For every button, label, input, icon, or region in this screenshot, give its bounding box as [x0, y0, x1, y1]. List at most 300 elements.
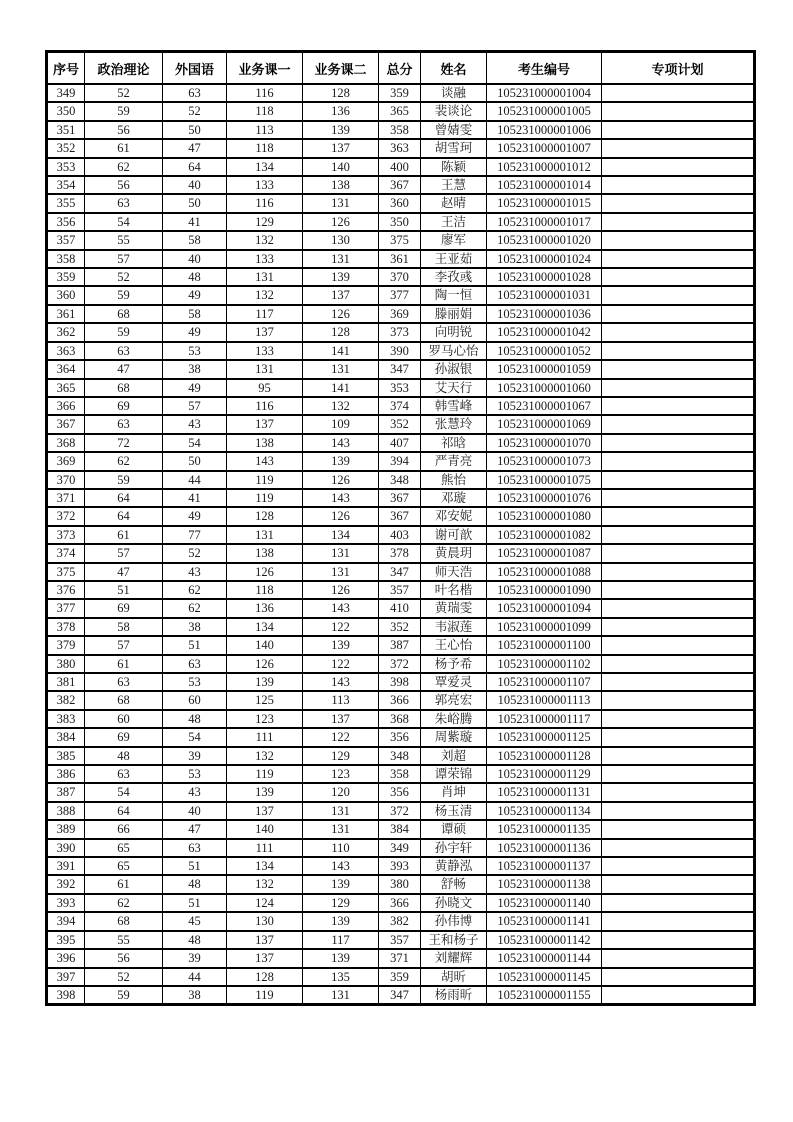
cell-candidate-id: 105231000001075 — [487, 471, 602, 489]
cell-politics-theory: 55 — [85, 931, 163, 949]
cell-course-1: 130 — [227, 912, 303, 930]
cell-name: 张慧玲 — [421, 415, 487, 433]
cell-serial: 364 — [47, 360, 85, 378]
cell-total-score: 374 — [379, 397, 421, 415]
cell-course-2: 129 — [303, 894, 379, 912]
cell-course-1: 132 — [227, 231, 303, 249]
cell-special-plan — [602, 544, 755, 562]
cell-foreign-language: 40 — [163, 176, 227, 194]
cell-special-plan — [602, 912, 755, 930]
cell-candidate-id: 105231000001017 — [487, 213, 602, 231]
cell-course-2: 131 — [303, 820, 379, 838]
column-header-course-1: 业务课一 — [227, 52, 303, 85]
table-row — [47, 563, 755, 581]
cell-name: 王慧 — [421, 176, 487, 194]
table-row — [47, 894, 755, 912]
cell-course-2: 134 — [303, 526, 379, 544]
cell-politics-theory: 52 — [85, 268, 163, 286]
cell-special-plan — [602, 286, 755, 304]
cell-total-score: 390 — [379, 342, 421, 360]
cell-foreign-language: 58 — [163, 305, 227, 323]
cell-candidate-id: 105231000001080 — [487, 507, 602, 525]
cell-name: 孙淑银 — [421, 360, 487, 378]
cell-name: 邓安妮 — [421, 507, 487, 525]
cell-special-plan — [602, 968, 755, 986]
cell-name: 王和杨子 — [421, 931, 487, 949]
cell-course-1: 128 — [227, 507, 303, 525]
cell-politics-theory: 48 — [85, 747, 163, 765]
cell-course-1: 119 — [227, 471, 303, 489]
table-row — [47, 250, 755, 268]
cell-serial: 357 — [47, 231, 85, 249]
cell-name: 朱峪腾 — [421, 710, 487, 728]
cell-foreign-language: 48 — [163, 268, 227, 286]
cell-total-score: 370 — [379, 268, 421, 286]
cell-foreign-language: 52 — [163, 102, 227, 120]
cell-serial: 387 — [47, 783, 85, 801]
cell-candidate-id: 105231000001117 — [487, 710, 602, 728]
cell-serial: 351 — [47, 121, 85, 139]
cell-course-2: 126 — [303, 581, 379, 599]
cell-course-2: 128 — [303, 323, 379, 341]
cell-foreign-language: 54 — [163, 434, 227, 452]
cell-total-score: 359 — [379, 84, 421, 102]
table-header-row — [47, 52, 755, 85]
table-row — [47, 839, 755, 857]
cell-total-score: 352 — [379, 415, 421, 433]
cell-serial: 380 — [47, 655, 85, 673]
cell-name: 舒畅 — [421, 875, 487, 893]
table-row — [47, 434, 755, 452]
cell-serial: 373 — [47, 526, 85, 544]
cell-foreign-language: 53 — [163, 765, 227, 783]
table-row — [47, 949, 755, 967]
cell-total-score: 349 — [379, 839, 421, 857]
cell-name: 杨予希 — [421, 655, 487, 673]
cell-total-score: 347 — [379, 986, 421, 1005]
cell-course-2: 131 — [303, 802, 379, 820]
cell-serial: 388 — [47, 802, 85, 820]
cell-course-2: 131 — [303, 986, 379, 1005]
table-row — [47, 710, 755, 728]
table-row — [47, 581, 755, 599]
cell-total-score: 407 — [379, 434, 421, 452]
cell-candidate-id: 105231000001007 — [487, 139, 602, 157]
cell-politics-theory: 57 — [85, 544, 163, 562]
cell-total-score: 347 — [379, 563, 421, 581]
cell-candidate-id: 105231000001129 — [487, 765, 602, 783]
cell-special-plan — [602, 379, 755, 397]
cell-candidate-id: 105231000001107 — [487, 673, 602, 691]
table-row — [47, 875, 755, 893]
cell-name: 向明锐 — [421, 323, 487, 341]
column-header-serial: 序号 — [47, 52, 85, 85]
cell-name: 曾婧雯 — [421, 121, 487, 139]
cell-serial: 368 — [47, 434, 85, 452]
cell-serial: 391 — [47, 857, 85, 875]
cell-total-score: 366 — [379, 691, 421, 709]
cell-politics-theory: 64 — [85, 802, 163, 820]
cell-candidate-id: 105231000001137 — [487, 857, 602, 875]
cell-course-2: 126 — [303, 471, 379, 489]
cell-politics-theory: 63 — [85, 765, 163, 783]
cell-total-score: 398 — [379, 673, 421, 691]
cell-candidate-id: 105231000001094 — [487, 599, 602, 617]
cell-foreign-language: 49 — [163, 379, 227, 397]
cell-candidate-id: 105231000001006 — [487, 121, 602, 139]
cell-course-1: 128 — [227, 968, 303, 986]
cell-candidate-id: 105231000001012 — [487, 158, 602, 176]
cell-serial: 350 — [47, 102, 85, 120]
cell-course-2: 139 — [303, 949, 379, 967]
cell-special-plan — [602, 599, 755, 617]
cell-course-1: 131 — [227, 360, 303, 378]
cell-total-score: 403 — [379, 526, 421, 544]
table-row — [47, 820, 755, 838]
cell-candidate-id: 105231000001142 — [487, 931, 602, 949]
cell-course-2: 137 — [303, 139, 379, 157]
cell-politics-theory: 68 — [85, 379, 163, 397]
cell-special-plan — [602, 636, 755, 654]
cell-candidate-id: 105231000001005 — [487, 102, 602, 120]
cell-course-1: 116 — [227, 84, 303, 102]
cell-course-2: 139 — [303, 875, 379, 893]
cell-name: 刘耀辉 — [421, 949, 487, 967]
cell-course-1: 137 — [227, 802, 303, 820]
cell-politics-theory: 72 — [85, 434, 163, 452]
cell-course-2: 113 — [303, 691, 379, 709]
cell-total-score: 347 — [379, 360, 421, 378]
cell-foreign-language: 41 — [163, 213, 227, 231]
cell-name: 廖军 — [421, 231, 487, 249]
cell-special-plan — [602, 84, 755, 102]
cell-special-plan — [602, 618, 755, 636]
cell-politics-theory: 59 — [85, 986, 163, 1005]
cell-course-1: 133 — [227, 342, 303, 360]
cell-politics-theory: 52 — [85, 84, 163, 102]
cell-name: 罗马心怡 — [421, 342, 487, 360]
cell-total-score: 375 — [379, 231, 421, 249]
cell-foreign-language: 54 — [163, 728, 227, 746]
cell-course-2: 143 — [303, 489, 379, 507]
cell-course-2: 131 — [303, 250, 379, 268]
cell-special-plan — [602, 507, 755, 525]
cell-serial: 366 — [47, 397, 85, 415]
cell-serial: 375 — [47, 563, 85, 581]
cell-politics-theory: 62 — [85, 894, 163, 912]
table-body — [47, 84, 755, 1005]
cell-name: 覃爱灵 — [421, 673, 487, 691]
cell-foreign-language: 48 — [163, 710, 227, 728]
cell-foreign-language: 52 — [163, 544, 227, 562]
cell-candidate-id: 105231000001135 — [487, 820, 602, 838]
cell-special-plan — [602, 802, 755, 820]
cell-serial: 359 — [47, 268, 85, 286]
cell-course-1: 137 — [227, 415, 303, 433]
cell-name: 韦淑莲 — [421, 618, 487, 636]
cell-course-1: 118 — [227, 102, 303, 120]
cell-name: 肖坤 — [421, 783, 487, 801]
cell-course-1: 116 — [227, 194, 303, 212]
table-row — [47, 323, 755, 341]
cell-politics-theory: 47 — [85, 360, 163, 378]
cell-candidate-id: 105231000001070 — [487, 434, 602, 452]
cell-name: 邓璇 — [421, 489, 487, 507]
cell-course-2: 109 — [303, 415, 379, 433]
cell-total-score: 361 — [379, 250, 421, 268]
cell-name: 陶一恒 — [421, 286, 487, 304]
cell-course-1: 118 — [227, 581, 303, 599]
cell-course-2: 126 — [303, 213, 379, 231]
cell-politics-theory: 63 — [85, 415, 163, 433]
cell-special-plan — [602, 452, 755, 470]
cell-course-1: 123 — [227, 710, 303, 728]
cell-serial: 382 — [47, 691, 85, 709]
cell-politics-theory: 64 — [85, 489, 163, 507]
cell-politics-theory: 65 — [85, 857, 163, 875]
cell-special-plan — [602, 691, 755, 709]
cell-course-2: 143 — [303, 857, 379, 875]
table-row — [47, 176, 755, 194]
cell-course-2: 117 — [303, 931, 379, 949]
cell-serial: 361 — [47, 305, 85, 323]
cell-name: 孙伟博 — [421, 912, 487, 930]
cell-foreign-language: 38 — [163, 986, 227, 1005]
cell-politics-theory: 63 — [85, 342, 163, 360]
cell-total-score: 356 — [379, 783, 421, 801]
cell-total-score: 394 — [379, 452, 421, 470]
cell-course-2: 131 — [303, 194, 379, 212]
cell-special-plan — [602, 820, 755, 838]
cell-politics-theory: 55 — [85, 231, 163, 249]
cell-foreign-language: 39 — [163, 949, 227, 967]
cell-politics-theory: 56 — [85, 121, 163, 139]
cell-course-1: 95 — [227, 379, 303, 397]
cell-candidate-id: 105231000001004 — [487, 84, 602, 102]
cell-name: 谢可歆 — [421, 526, 487, 544]
cell-candidate-id: 105231000001141 — [487, 912, 602, 930]
cell-candidate-id: 105231000001099 — [487, 618, 602, 636]
cell-name: 王心怡 — [421, 636, 487, 654]
cell-course-1: 133 — [227, 176, 303, 194]
cell-politics-theory: 68 — [85, 912, 163, 930]
cell-course-1: 133 — [227, 250, 303, 268]
cell-course-1: 124 — [227, 894, 303, 912]
cell-foreign-language: 44 — [163, 471, 227, 489]
cell-course-2: 123 — [303, 765, 379, 783]
cell-course-1: 138 — [227, 544, 303, 562]
cell-course-1: 131 — [227, 526, 303, 544]
cell-foreign-language: 43 — [163, 783, 227, 801]
cell-politics-theory: 52 — [85, 968, 163, 986]
cell-course-1: 137 — [227, 931, 303, 949]
cell-course-1: 143 — [227, 452, 303, 470]
cell-candidate-id: 105231000001042 — [487, 323, 602, 341]
cell-candidate-id: 105231000001087 — [487, 544, 602, 562]
cell-name: 滕丽娟 — [421, 305, 487, 323]
table-row — [47, 636, 755, 654]
cell-candidate-id: 105231000001060 — [487, 379, 602, 397]
cell-name: 黄静泓 — [421, 857, 487, 875]
cell-total-score: 367 — [379, 489, 421, 507]
cell-course-2: 129 — [303, 747, 379, 765]
cell-course-2: 143 — [303, 599, 379, 617]
cell-name: 祁晗 — [421, 434, 487, 452]
cell-candidate-id: 105231000001069 — [487, 415, 602, 433]
cell-foreign-language: 38 — [163, 360, 227, 378]
cell-total-score: 387 — [379, 636, 421, 654]
cell-special-plan — [602, 121, 755, 139]
cell-serial: 381 — [47, 673, 85, 691]
cell-special-plan — [602, 342, 755, 360]
cell-special-plan — [602, 526, 755, 544]
cell-foreign-language: 58 — [163, 231, 227, 249]
cell-total-score: 367 — [379, 507, 421, 525]
cell-name: 黄瑞雯 — [421, 599, 487, 617]
column-header-total-score: 总分 — [379, 52, 421, 85]
cell-foreign-language: 50 — [163, 121, 227, 139]
cell-total-score: 360 — [379, 194, 421, 212]
cell-foreign-language: 77 — [163, 526, 227, 544]
cell-total-score: 365 — [379, 102, 421, 120]
cell-special-plan — [602, 783, 755, 801]
cell-course-1: 119 — [227, 489, 303, 507]
cell-name: 师天浩 — [421, 563, 487, 581]
cell-foreign-language: 51 — [163, 636, 227, 654]
cell-foreign-language: 63 — [163, 84, 227, 102]
cell-total-score: 357 — [379, 931, 421, 949]
table-row — [47, 526, 755, 544]
cell-course-1: 139 — [227, 783, 303, 801]
cell-special-plan — [602, 894, 755, 912]
cell-serial: 392 — [47, 875, 85, 893]
cell-politics-theory: 54 — [85, 783, 163, 801]
cell-name: 赵晴 — [421, 194, 487, 212]
cell-politics-theory: 69 — [85, 397, 163, 415]
cell-course-2: 141 — [303, 379, 379, 397]
cell-foreign-language: 49 — [163, 323, 227, 341]
cell-name: 王洁 — [421, 213, 487, 231]
cell-course-1: 129 — [227, 213, 303, 231]
cell-special-plan — [602, 875, 755, 893]
cell-politics-theory: 63 — [85, 673, 163, 691]
cell-course-2: 110 — [303, 839, 379, 857]
cell-course-2: 141 — [303, 342, 379, 360]
cell-serial: 362 — [47, 323, 85, 341]
cell-foreign-language: 49 — [163, 507, 227, 525]
cell-serial: 393 — [47, 894, 85, 912]
cell-serial: 389 — [47, 820, 85, 838]
cell-total-score: 368 — [379, 710, 421, 728]
cell-foreign-language: 60 — [163, 691, 227, 709]
cell-special-plan — [602, 857, 755, 875]
cell-course-2: 139 — [303, 912, 379, 930]
cell-serial: 397 — [47, 968, 85, 986]
cell-serial: 360 — [47, 286, 85, 304]
cell-foreign-language: 63 — [163, 655, 227, 673]
cell-name: 黄晨玥 — [421, 544, 487, 562]
column-header-special-plan: 专项计划 — [602, 52, 755, 85]
column-header-name: 姓名 — [421, 52, 487, 85]
cell-total-score: 350 — [379, 213, 421, 231]
cell-special-plan — [602, 250, 755, 268]
cell-course-2: 126 — [303, 507, 379, 525]
table-row — [47, 452, 755, 470]
cell-total-score: 358 — [379, 765, 421, 783]
cell-candidate-id: 105231000001145 — [487, 968, 602, 986]
score-table-container — [45, 50, 753, 1006]
cell-course-1: 134 — [227, 857, 303, 875]
cell-course-2: 139 — [303, 452, 379, 470]
cell-candidate-id: 105231000001100 — [487, 636, 602, 654]
cell-foreign-language: 63 — [163, 839, 227, 857]
cell-course-1: 118 — [227, 139, 303, 157]
cell-name: 韩雪峰 — [421, 397, 487, 415]
cell-special-plan — [602, 563, 755, 581]
cell-special-plan — [602, 176, 755, 194]
cell-candidate-id: 105231000001128 — [487, 747, 602, 765]
cell-name: 谭荣锦 — [421, 765, 487, 783]
cell-serial: 385 — [47, 747, 85, 765]
cell-serial: 377 — [47, 599, 85, 617]
cell-candidate-id: 105231000001073 — [487, 452, 602, 470]
cell-foreign-language: 51 — [163, 894, 227, 912]
cell-total-score: 400 — [379, 158, 421, 176]
cell-total-score: 369 — [379, 305, 421, 323]
cell-name: 叶名楷 — [421, 581, 487, 599]
column-header-course-2: 业务课二 — [303, 52, 379, 85]
cell-name: 熊怡 — [421, 471, 487, 489]
cell-foreign-language: 49 — [163, 286, 227, 304]
cell-course-1: 126 — [227, 563, 303, 581]
cell-special-plan — [602, 765, 755, 783]
cell-serial: 390 — [47, 839, 85, 857]
table-row — [47, 507, 755, 525]
cell-foreign-language: 43 — [163, 563, 227, 581]
cell-candidate-id: 105231000001088 — [487, 563, 602, 581]
cell-serial: 365 — [47, 379, 85, 397]
cell-foreign-language: 50 — [163, 194, 227, 212]
table-row — [47, 747, 755, 765]
cell-total-score: 410 — [379, 599, 421, 617]
cell-name: 李孜彧 — [421, 268, 487, 286]
cell-total-score: 353 — [379, 379, 421, 397]
cell-course-2: 128 — [303, 84, 379, 102]
table-row — [47, 489, 755, 507]
cell-foreign-language: 53 — [163, 342, 227, 360]
table-row — [47, 158, 755, 176]
cell-name: 杨雨昕 — [421, 986, 487, 1005]
cell-serial: 395 — [47, 931, 85, 949]
cell-special-plan — [602, 434, 755, 452]
cell-candidate-id: 105231000001090 — [487, 581, 602, 599]
cell-special-plan — [602, 931, 755, 949]
cell-candidate-id: 105231000001015 — [487, 194, 602, 212]
cell-total-score: 358 — [379, 121, 421, 139]
cell-foreign-language: 51 — [163, 857, 227, 875]
table-row — [47, 931, 755, 949]
table-row — [47, 305, 755, 323]
cell-name: 胡昕 — [421, 968, 487, 986]
cell-total-score: 372 — [379, 802, 421, 820]
column-header-foreign-language: 外国语 — [163, 52, 227, 85]
cell-course-2: 139 — [303, 268, 379, 286]
cell-foreign-language: 47 — [163, 139, 227, 157]
cell-foreign-language: 57 — [163, 397, 227, 415]
cell-serial: 386 — [47, 765, 85, 783]
cell-foreign-language: 39 — [163, 747, 227, 765]
cell-course-1: 125 — [227, 691, 303, 709]
